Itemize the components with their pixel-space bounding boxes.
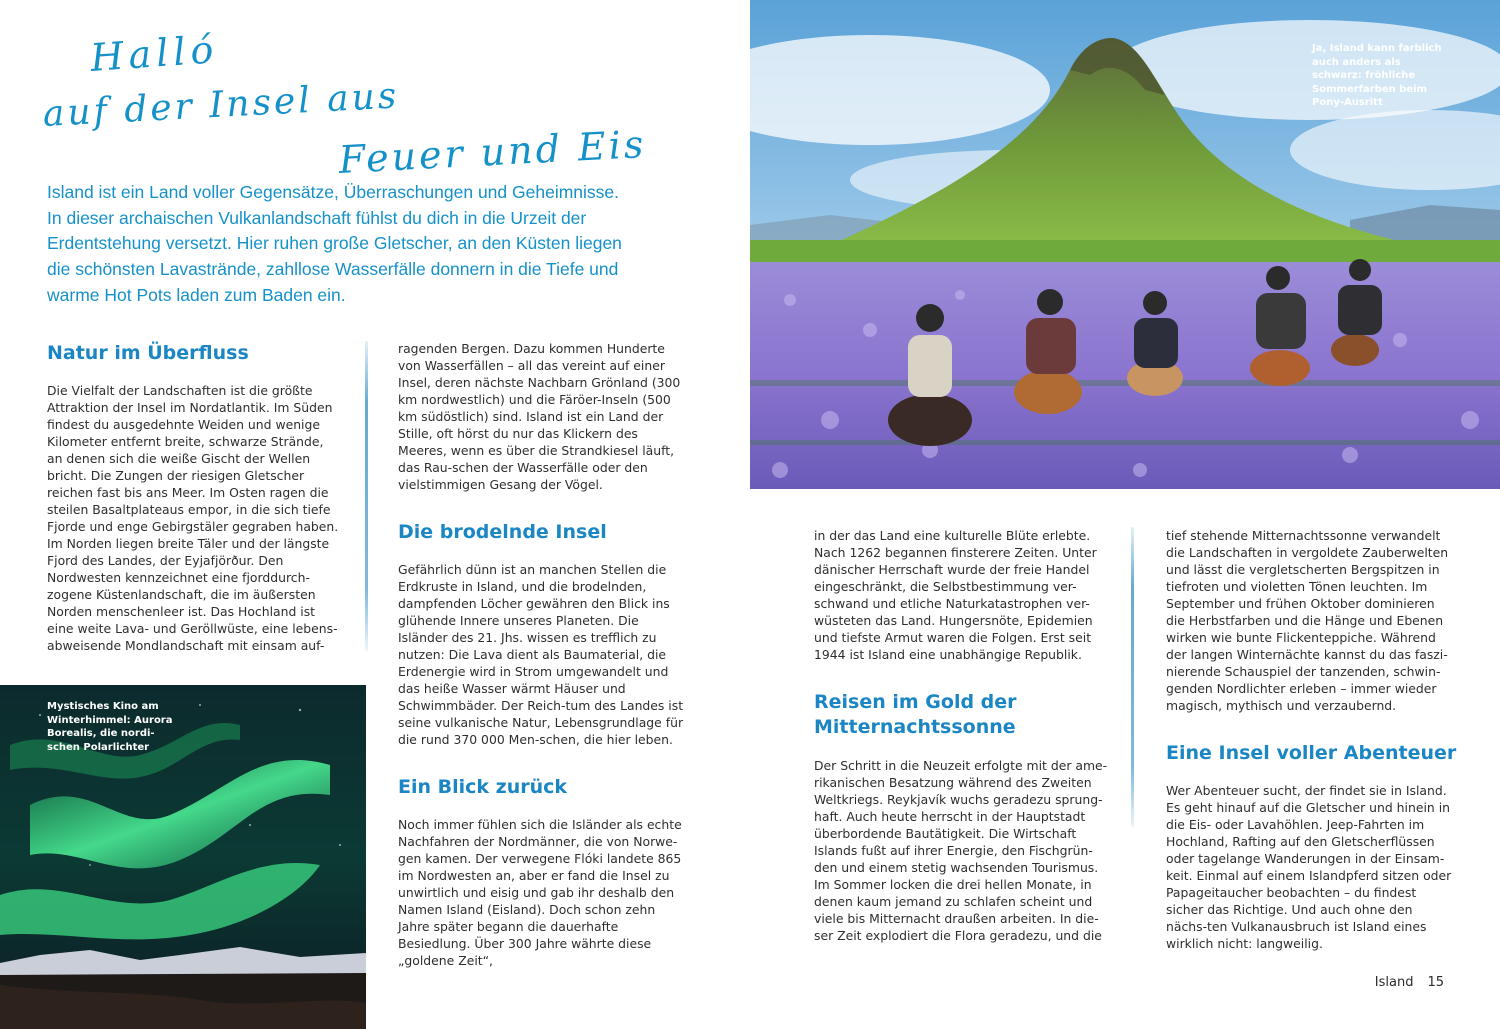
column-divider	[365, 341, 368, 651]
photo-riders-lupins	[750, 0, 1500, 489]
text-reisen-continued	[1166, 527, 1456, 714]
text-reisen-continued-body: tief stehende Mitternachtssonne verwandelt die Landschaften in vergoldete Zauberwelten und lässt die vergletscherten Bergspitzen in tiefroten und violetten Tönen leuchten. Im September und frühen Oktober dominieren die Herbstfarben und die Hänge und Ebenen wirken wie bunte Flickenteppiche. Während der langen Winternächte kannst du das faszi-nierende Schauspiel der tanzenden, schwin-genden Nordlichter erleben – immer wieder magisch, mythisch und verzaubernd.	[1166, 528, 1449, 713]
caption-aurora: Mystisches Kino am Winterhimmel: Aurora Borealis, die nordi-schen Polarlichter	[47, 701, 173, 753]
heading-blick: Ein Blick zurück	[398, 776, 568, 798]
headline-line-2: auf der Insel aus	[41, 75, 401, 135]
text-natur-continued	[398, 340, 690, 493]
column-divider-right	[1131, 527, 1134, 827]
headline	[40, 27, 660, 182]
text-blick-continued-body: in der das Land eine kulturelle Blüte erlebte. Nach 1262 begannen finsterere Zeiten. Unter dänischer Herrschaft wurde der freie Handel eingeschränkt, die Selbstbestimmung ver-schwand und etliche Naturkatastrophen ver-wüsteten das Land. Hungersnöte, Epidemien und tiefste Armut waren die Folgen. Erst seit 1944 ist Island eine unabhängige Republik.	[814, 528, 1097, 662]
text-blick	[398, 816, 690, 969]
text-reisen-body: Der Schritt in die Neuzeit erfolgte mit der ame-rikanischen Besatzung während des Zweiten Weltkriegs. Reykjavík wuchs geradezu sprung-haft. Auch heute herrscht in der Hauptstadt überbordende Bautätigkeit. Die Wirtschaft Islands fußt auf ihrer Energie, den Fischgrün-den und einem stetig wachsenden Tourismus. Im Sommer locken die drei hellen Monate, in denen kaum jemand zu schlafen scheint und viele bis Mitternacht draußen arbeiten. In die-ser Zeit explodiert die Flora geradezu, und die	[814, 758, 1108, 943]
heading-brodelnde: Die brodelnde Insel	[398, 521, 607, 543]
text-brodelnde-body: Gefährlich dünn ist an manchen Stellen die Erdkruste in Island, und die brodelnden, dampfenden Löcher gewähren den Blick ins glühende Innere unseres Planeten. Die Isländer des 21. Jhs. wissen es trefflich zu nutzen: Die Lava dient als Baumaterial, die Erdenergie wird in Strom umgewandelt und das heiße Wasser wärmt Häuser und Schwimmbäder. Der Reich-tum des Landes ist seine vulkanische Natur, Lebensgrundlage für die rund 370 000 Men-schen, die hier leben.	[398, 562, 684, 747]
page-footer	[1375, 975, 1444, 990]
headline-line-3: Feuer und Eis	[337, 121, 648, 182]
caption-top-photo: Ja, Island kann farblich auch anders als schwarz: fröhliche Sommerfarben beim Pony-Ausritt	[1312, 43, 1442, 108]
heading-reisen: Reisen im Gold der Mitternachtssonne	[814, 691, 1017, 738]
heading-abenteuer: Eine Insel voller Abenteuer	[1166, 742, 1457, 764]
text-blick-body: Noch immer fühlen sich die Isländer als echte Nachfahren der Nordmänner, die von Norwe-gen kamen. Der verwegene Flóki landete 865 im Nordwesten an, aber er fand die Insel zu unwirtlich und eisig und gab ihr deshalb den Namen Island (Eisland). Doch schon zehn Jahre später begann die dauerhafte Besiedlung. Über 300 Jahre währte diese „goldene Zeit“,	[398, 817, 682, 968]
text-reisen	[814, 757, 1109, 944]
text-abenteuer	[1166, 782, 1456, 952]
photo-aurora	[0, 685, 366, 1029]
intro-paragraph: Island ist ein Land voller Gegensätze, Überraschungen und Geheimnisse. In dieser archaischen Vulkanlandschaft fühlst du dich in die Urzeit der Erdentstehung versetzt. Hier ruhen große Gletscher, an den Küsten liegen die schönsten Lavastrände, zahllose Wasserfälle donnern in die Tiefe und warme Hot Pots laden zum Baden ein.	[47, 182, 622, 305]
page-number: 15	[1427, 975, 1444, 990]
text-abenteuer-body: Wer Abenteuer sucht, der findet sie in Island. Es geht hinauf auf die Gletscher und hinein in die Eis- oder Lavahöhlen. Jeep-Fahrten im Hochland, Rafting auf den Gletscherflüssen oder tagelange Wanderungen in der Einsam-keit. Einmal auf einem Islandpferd sitzen oder Papageitaucher beobachten – du findest sicher das Richtige. Und auch ohne den nächs-ten Vulkanausbruch ist Island eines wirklich nicht: langweilig.	[1166, 783, 1452, 951]
text-natur-body: Die Vielfalt der Landschaften ist die größte Attraktion der Insel im Nordatlantik. Im Süden findest du ausgedehnte Weiden und wenige Kilometer entfernt breite, schwarze Strände, an denen sich die weiße Gischt der Wellen bricht. Die Zungen der riesigen Gletscher reichen fast bis ans Meer. Im Osten ragen die steilen Basaltplateaus empor, in die sich tiefe Fjorde und enge Gebirgstäler gegraben haben. Im Norden liegen breite Täler und der längste Fjord des Landes, der Eyjafjörður. Den Nordwesten kennzeichnet eine fjorddurch-zogene Küstenlandschaft, die im äußersten Norden menschenleer ist. Das Hochland ist eine weite Lava- und Geröllwüste, eine lebens-abweisende Mondlandschaft mit einsam auf-	[47, 383, 339, 653]
headline-line-1: Halló	[88, 27, 220, 80]
footer-label: Island	[1374, 975, 1414, 990]
text-blick-continued	[814, 527, 1109, 663]
text-natur	[47, 382, 339, 654]
heading-natur: Natur im Überfluss	[47, 342, 249, 364]
text-brodelnde	[398, 561, 690, 748]
text-natur-continued-body: ragenden Bergen. Dazu kommen Hunderte von Wasserfällen – all das vereint auf einer Insel, deren nächste Nachbarn Grönland (300 km nordwestlich) und die Färöer-Inseln (500 km südöstlich) sind. Island ist ein Land der Stille, oft hörst du nur das Klickern des Meeres, wenn es über die Strandkiesel läuft, das Rau-schen der Wasserfälle oder den vielstimmigen Gesang der Vögel.	[398, 341, 681, 492]
